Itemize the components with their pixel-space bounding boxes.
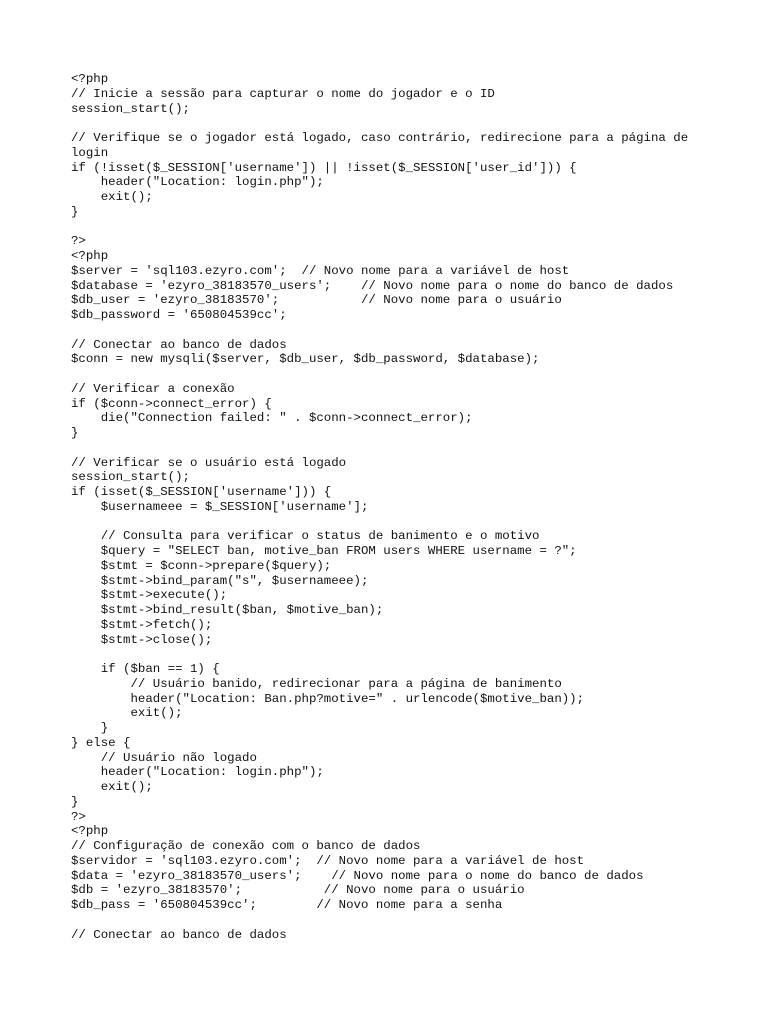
code-line	[71, 441, 761, 456]
code-line: <?php	[71, 249, 109, 263]
code-line: $usernameee = $_SESSION['username'];	[71, 499, 369, 514]
code-line: if (isset($_SESSION['username'])) {	[71, 485, 332, 499]
code-line: $conn = new mysqli($server, $db_user, $db_password, $database);	[71, 352, 540, 367]
code-line: // Configuração de conexão com o banco de dados	[71, 839, 421, 853]
code-line: <?php	[71, 824, 109, 839]
code-line: exit();	[71, 190, 153, 204]
code-line	[71, 913, 761, 928]
code-line: $stmt->execute();	[71, 588, 228, 603]
code-line: exit();	[71, 706, 183, 721]
code-line: if ($conn->connect_error) {	[71, 396, 272, 411]
code-block	[71, 72, 761, 942]
code-line: $data = 'ezyro_38183570_users'; // Novo nome para o nome do banco de dados	[71, 868, 644, 883]
code-line: ?>	[71, 809, 86, 824]
code-line: // Verifique se o jogador está logado, caso contrário, redirecione para a página de	[71, 131, 689, 145]
code-line: $db_user = 'ezyro_38183570'; // Novo nome para o usuário	[71, 293, 562, 308]
code-line: header("Location: login.php");	[71, 175, 324, 190]
code-line: // Usuário não logado	[71, 750, 257, 765]
code-line: }	[71, 794, 79, 809]
code-line: $stmt->fetch();	[71, 617, 213, 632]
code-line: // Conectar ao banco de dados	[71, 337, 287, 352]
code-line: $servidor = 'sql103.ezyro.com'; // Novo nome para a variável de host	[71, 853, 585, 868]
code-line: }	[71, 721, 109, 735]
code-line: $server = 'sql103.ezyro.com'; // Novo nome para a variável de host	[71, 263, 570, 278]
code-line: $db_pass = '650804539cc'; // Novo nome para a senha	[71, 898, 503, 912]
code-line: ?>	[71, 234, 86, 249]
code-line: // Inicie a sessão para capturar o nome do jogador e o ID	[71, 86, 495, 101]
code-line: // Verificar se o usuário está logado	[71, 455, 347, 470]
code-line: header("Location: login.php");	[71, 765, 324, 780]
code-line	[71, 220, 761, 235]
code-line: <?php	[71, 72, 109, 86]
code-line: }	[71, 204, 79, 219]
code-line	[71, 647, 761, 662]
code-line: $stmt = $conn->prepare($query);	[71, 558, 332, 573]
code-line: if ($ban == 1) {	[71, 662, 220, 676]
code-line: session_start();	[71, 470, 190, 485]
code-line: $db_password = '650804539cc';	[71, 308, 287, 322]
code-line: }	[71, 426, 79, 440]
code-line: $query = "SELECT ban, motive_ban FROM users WHERE username = ?";	[71, 544, 577, 558]
code-line: session_start();	[71, 101, 190, 116]
code-line: login	[71, 145, 109, 160]
code-line: // Verificar a conexão	[71, 381, 235, 396]
code-line	[71, 116, 761, 131]
code-line: } else {	[71, 735, 131, 750]
code-line	[71, 367, 761, 382]
code-line: header("Location: Ban.php?motive=" . urlencode($motive_ban));	[71, 691, 585, 706]
code-line: die("Connection failed: " . $conn->connect_error);	[71, 411, 473, 426]
code-line	[71, 515, 761, 530]
code-line: // Consulta para verificar o status de banimento e o motivo	[71, 529, 540, 544]
code-line: $stmt->bind_result($ban, $motive_ban);	[71, 603, 384, 617]
code-line: // Usuário banido, redirecionar para a página de banimento	[71, 676, 562, 691]
code-line: $stmt->bind_param("s", $usernameee);	[71, 573, 369, 588]
code-line: $db = 'ezyro_38183570'; // Novo nome para o usuário	[71, 883, 525, 898]
code-line: // Conectar ao banco de dados	[71, 927, 287, 942]
code-line: $database = 'ezyro_38183570_users'; // Novo nome para o nome do banco de dados	[71, 278, 674, 293]
code-line: if (!isset($_SESSION['username']) || !isset($_SESSION['user_id'])) {	[71, 160, 577, 175]
code-line: exit();	[71, 780, 153, 794]
code-line	[71, 323, 761, 338]
code-line: $stmt->close();	[71, 632, 213, 647]
